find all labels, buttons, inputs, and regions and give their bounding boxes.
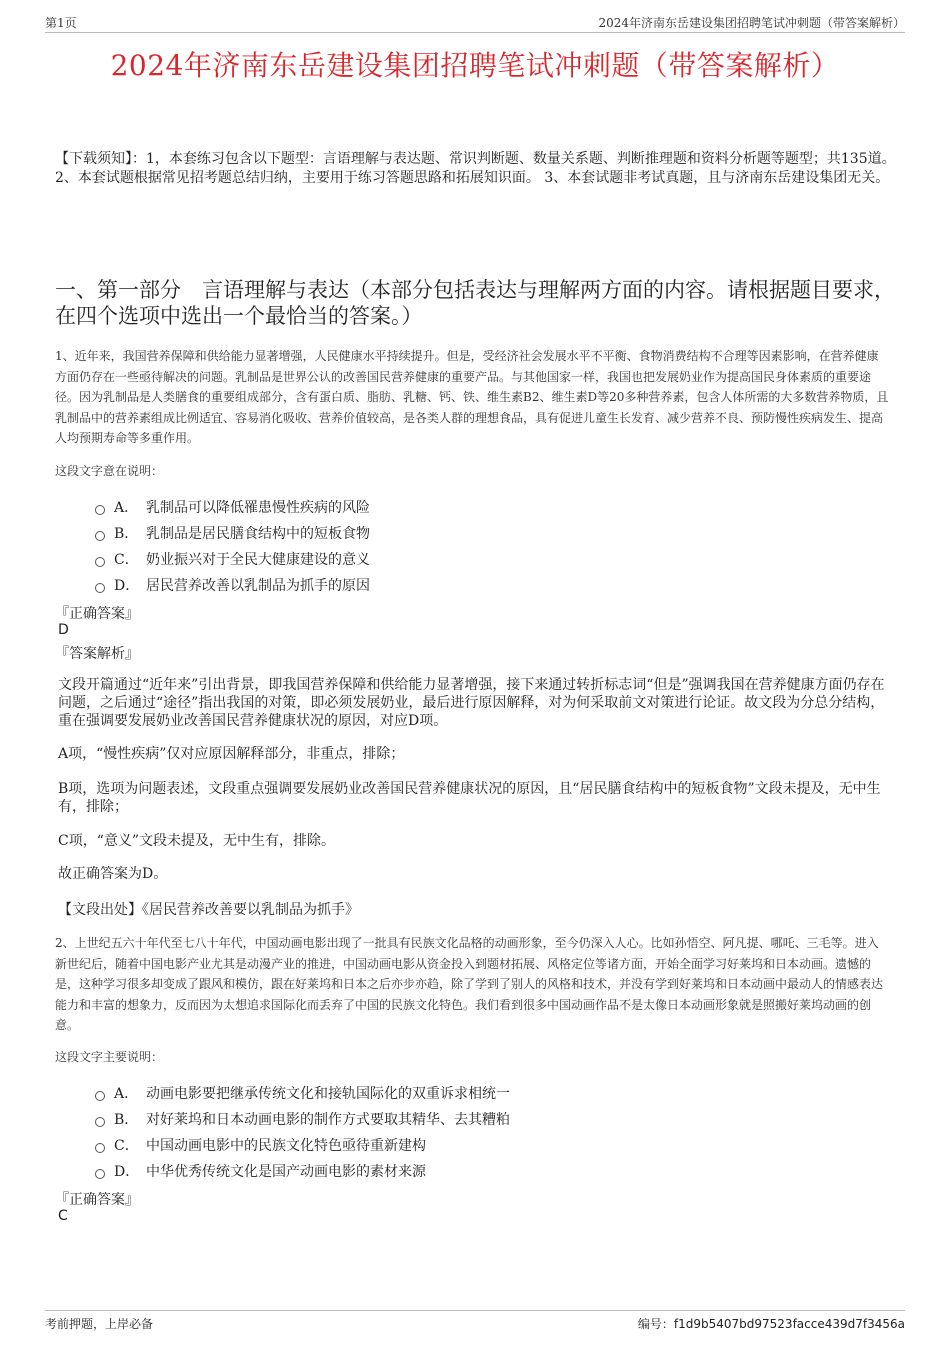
section-heading: 一、第一部分 言语理解与表达（本部分包括表达与理解两方面的内容。请根据题目要求，在四个选项中选出一个最恰当的答案。） xyxy=(55,278,895,328)
correct-answer: C xyxy=(58,1208,68,1224)
analysis-paragraph: B项，选项为问题表述，文段重点强调要发展奶业改善国民营养健康状况的原因，且“居民膳食结构中的短板食物”文段未提及，无中生有，排除； xyxy=(58,781,881,815)
option-b[interactable]: B． 乳制品是居民膳食结构中的短板食物 xyxy=(95,520,855,546)
page-header xyxy=(45,14,905,33)
option-c[interactable]: C． 奶业振兴对于全民大健康建设的意义 xyxy=(95,546,855,572)
correct-answer: D xyxy=(58,622,69,638)
answer-label: 『正确答案』 xyxy=(55,1192,139,1208)
analysis-paragraph: C项，“意义”文段未提及，无中生有，排除。 xyxy=(58,833,336,849)
page-footer xyxy=(45,1310,905,1331)
radio-icon[interactable] xyxy=(95,505,105,515)
radio-icon[interactable] xyxy=(95,583,105,593)
option-b[interactable]: B． 对好莱坞和日本动画电影的制作方式要取其精华、去其糟粕 xyxy=(95,1106,855,1132)
question-1-prompt: 这段文字意在说明： xyxy=(55,464,164,478)
question-1-text: 1、近年来，我国营养保障和供给能力显著增强，人民健康水平持续提升。但是，受经济社会发展水平不平衡、食物消费结构不合理等因素影响，在营养健康方面仍存在一些亟待解决的问题。乳制品是世界公认的改善国民营养健康的重要产品。与其他国家一样，我国也把发展奶业作为提高国民身体素质的重要途径。因为乳制品是人类膳食的重要组成部分，含有蛋白质、脂肪、乳糖、钙、铁、维生素B2、维生素D等20多种营养素，包含人体所需的大多数营养物质，且乳制品中的营养素组成比例适宜、容易消化吸收、营养价值较高，是各类人群的理想食品，具有促进儿童生长发育、减少营养不良、预防慢性疾病发生、提高人均预期寿命等多重作用。 xyxy=(55,349,889,445)
question-2-text: 2、上世纪五六十年代至七八十年代，中国动画电影出现了一批具有民族文化品格的动画形象，至今仍深入人心。比如孙悟空、阿凡提、哪吒、三毛等。进入新世纪后，随着中国电影产业尤其是动漫产业的推进，中国动画电影从资金投入到题材拓展、风格定位等诸方面，开始全面学习好莱坞和日本动画。遗憾的是，这种学习很多却变成了跟风和模仿，跟在好莱坞和日本之后亦步亦趋，除了学到了别人的风格和技术，并没有学到好莱坞和日本动画中最动人的情感表达能力和丰富的想象力，反而因为太想追求国际化而丢弃了中国的民族文化特色。我们看到很多中国动画作品不是太像日本动画形象就是照搬好莱坞动画的创意。 xyxy=(55,936,884,1032)
option-c[interactable]: C． 中国动画电影中的民族文化特色亟待重新建构 xyxy=(95,1132,855,1158)
question-2-options xyxy=(95,1080,855,1184)
option-a[interactable]: A． 动画电影要把继承传统文化和接轨国际化的双重诉求相统一 xyxy=(95,1080,855,1106)
radio-icon[interactable] xyxy=(95,1143,105,1153)
radio-icon[interactable] xyxy=(95,1091,105,1101)
answer-label: 『正确答案』 xyxy=(55,606,139,622)
download-notice: 【下载须知】：1，本套练习包含以下题型：言语理解与表达题、常识判断题、数量关系题、判断推理题和资料分析题等题型；共135道。 2、本套试题根据常见招考题总结归纳，主要用于练习答题思路和拓展知识面。 3、本套试题非考试真题，且与济南东岳建设集团无关。 xyxy=(55,151,896,186)
header-doc-title: 2024年济南东岳建设集团招聘笔试冲刺题（带答案解析） xyxy=(598,16,905,30)
analysis-paragraph: A项，“慢性疾病”仅对应原因解释部分，非重点，排除； xyxy=(58,746,405,762)
radio-icon[interactable] xyxy=(95,1169,105,1179)
question-2-prompt: 这段文字主要说明： xyxy=(55,1050,164,1064)
option-d[interactable]: D． 居民营养改善以乳制品为抓手的原因 xyxy=(95,572,855,598)
analysis-paragraph: 故正确答案为D。 xyxy=(58,866,168,882)
page-number: 第1页 xyxy=(45,16,77,30)
radio-icon[interactable] xyxy=(95,531,105,541)
analysis-paragraph: 文段开篇通过“近年来”引出背景，即我国营养保障和供给能力显著增强，接下来通过转折标志词“但是”强调我国在营养健康方面仍存在问题，之后通过“途径”指出我国的对策，即必须发展奶业，最后进行原因解释，对为何采取前文对策进行论证。故文段为分总分结构，重在强调要发展奶业改善国民营养健康状况的原因，对应D项。 xyxy=(58,677,885,729)
document-code: 编号：f1d9b5407bd97523facce439d7f3456a xyxy=(637,1317,905,1331)
passage-source: 【文段出处】《居民营养改善要以乳制品为抓手》 xyxy=(58,902,359,918)
radio-icon[interactable] xyxy=(95,1117,105,1127)
document-title: 2024年济南东岳建设集团招聘笔试冲刺题（带答案解析） xyxy=(110,49,840,82)
analysis-label: 『答案解析』 xyxy=(55,646,139,662)
radio-icon[interactable] xyxy=(95,557,105,567)
footer-slogan: 考前押题，上岸必备 xyxy=(45,1317,154,1331)
option-d[interactable]: D． 中华优秀传统文化是国产动画电影的素材来源 xyxy=(95,1158,855,1184)
option-a[interactable]: A． 乳制品可以降低罹患慢性疾病的风险 xyxy=(95,494,855,520)
question-1-options xyxy=(95,494,855,598)
